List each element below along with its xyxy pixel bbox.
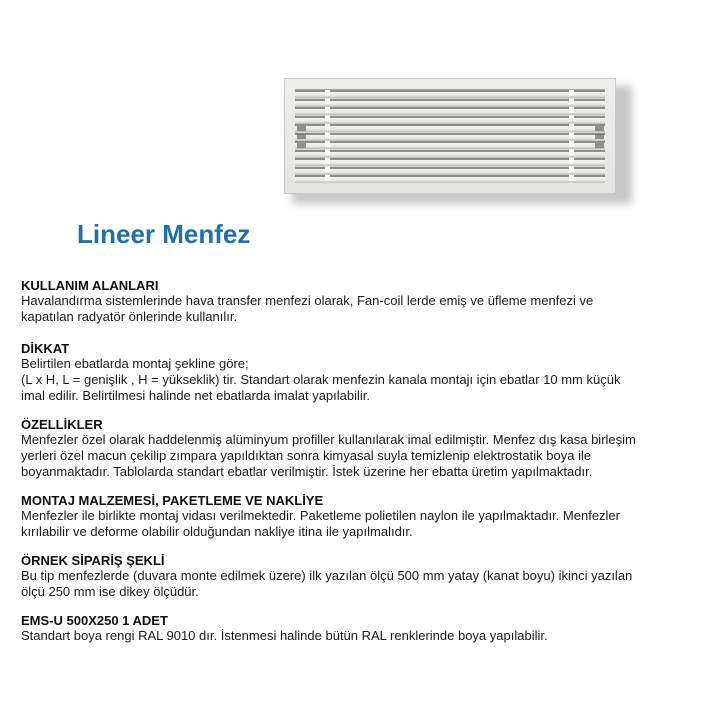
section-line: kırılabilir ve deforme olabilir olduğundan nakliye itina ile yapılmalıdır. — [21, 524, 413, 539]
section-heading: ÖZELLİKLER — [21, 417, 103, 432]
grille-slat — [295, 152, 605, 158]
grille-slat — [295, 143, 605, 149]
section-heading: KULLANIM ALANLARI — [21, 278, 159, 293]
section-heading: ÖRNEK SİPARİŞ ŞEKLİ — [21, 553, 165, 568]
section-ornek-siparis — [21, 553, 691, 600]
section-line: Menfezler ile birlikte montaj vidası verilmektedir. Paketleme polietilen naylon ile yapılmaktadır. Menfezler — [21, 508, 620, 523]
section-line: yerleri özel macun çekilip zımpara yapıldıktan sonra kimyasal suyla temizlenip elektrostatik boya ile — [21, 448, 592, 463]
mounting-clip-icon — [297, 143, 306, 148]
section-kullanim-alanlari — [21, 278, 691, 325]
section-line: Belirtilen ebatlarda montaj şekline göre; — [21, 356, 249, 371]
section-ozellikler — [21, 417, 691, 480]
grille-slat — [295, 118, 605, 124]
grille-slat — [295, 126, 605, 132]
section-line: ölçü 250 mm ise dikey ölçüdür. — [21, 584, 199, 599]
mounting-clip-icon — [595, 126, 604, 131]
grille-slat — [295, 109, 605, 115]
section-dikkat — [21, 341, 691, 404]
section-line: imal edilir. Belirtilmesi halinde net ebatlarda imalat yapılabilir. — [21, 388, 371, 403]
section-line: Standart boya rengi RAL 9010 dır. İstenmesi halinde bütün RAL renklerinde boya yapılabilir. — [21, 628, 548, 643]
mounting-clip-icon — [297, 126, 306, 131]
grille-spacer — [569, 90, 574, 183]
page-title: Lineer Menfez — [77, 219, 251, 249]
section-line: Menfezler özel olarak haddelenmiş alüminyum profiller kullanılarak imal edilmiştir. Menfez dış kasa birleşim — [21, 432, 636, 447]
section-heading: MONTAJ MALZEMESİ, PAKETLEME VE NAKLİYE — [21, 493, 324, 508]
product-image — [284, 78, 626, 198]
linear-grille-image — [284, 78, 616, 194]
grille-slat — [295, 92, 605, 98]
section-heading: DİKKAT — [21, 341, 70, 356]
grille-slat — [295, 169, 605, 175]
mounting-clip-icon — [595, 134, 604, 139]
grille-slat — [295, 101, 605, 107]
section-line: (L x H, L = genişlik , H = yükseklik) tir. Standart olarak menfezin kanala montajı için ebatlar 10 mm küçük — [21, 372, 621, 387]
grille-spacer — [325, 90, 330, 183]
document-body — [21, 278, 691, 656]
section-line: kapatılan radyatör önlerinde kullanılır. — [21, 309, 238, 324]
section-line: Havalandırma sistemlerinde hava transfer menfezi olarak, Fan-coil lerde emiş ve üfleme menfezi ve — [21, 293, 594, 308]
grille-slat — [295, 177, 605, 183]
section-line: Bu tip menfezlerde (duvara monte edilmek üzere) ilk yazılan ölçü 500 mm yatay (kanat boyu) ikinci yazılan — [21, 568, 633, 583]
section-line: boyanmaktadır. Tablolarda standart ebatlar verilmiştir. İstek üzerine her ebatta üretim yapılmaktadır. — [21, 464, 593, 479]
section-ems-u-order — [21, 613, 691, 644]
section-montaj-malzemesi — [21, 493, 691, 540]
mounting-clip-icon — [297, 134, 306, 139]
grille-slat — [295, 135, 605, 141]
grille-slat — [295, 160, 605, 166]
section-heading: EMS-U 500X250 1 ADET — [21, 613, 168, 628]
grille-slats — [295, 89, 605, 183]
mounting-clip-icon — [595, 143, 604, 148]
